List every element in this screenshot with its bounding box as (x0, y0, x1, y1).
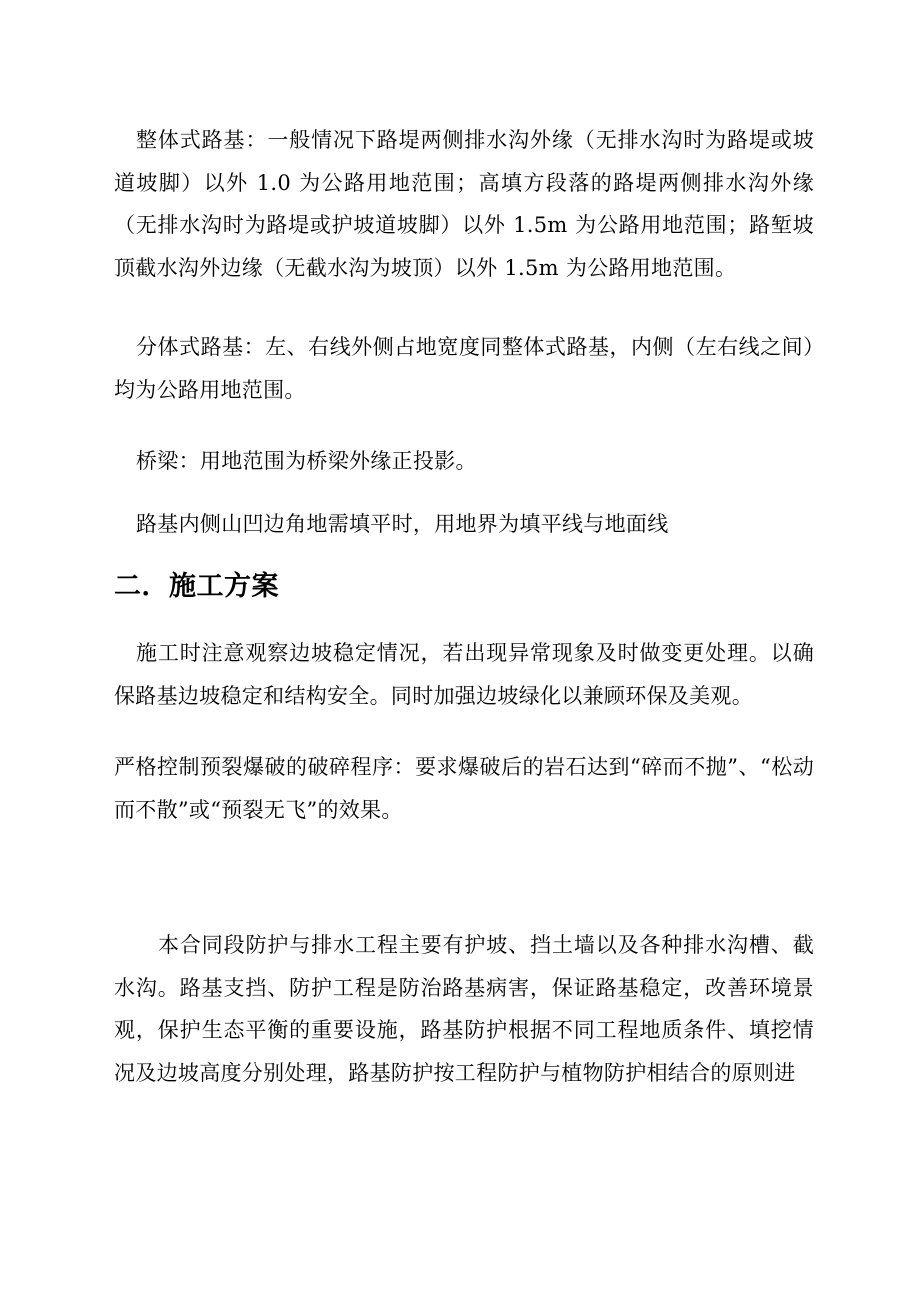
paragraph-construction-observation: 施工时注意观察边坡稳定情况，若出现异常现象及时做变更处理。以确保路基边坡稳定和结构安全。同时加强边坡绿化以兼顾环保及美观。 (114, 641, 814, 708)
paragraph-integral-subgrade: 整体式路基：一般情况下路堤两侧排水沟外缘（无排水沟时为路堤或坡道坡脚）以外 1.0 为公路用地范围；高填方段落的路堤两侧排水沟外缘（无排水沟时为路堤或护坡道坡脚）以外 1.5m 为公路用地范围；路堑坡顶截水沟外边缘（无截水沟为坡顶）以外 1.5m 为公路用地范围。 (114, 128, 814, 280)
paragraph-bridge: 桥梁：用地范围为桥梁外缘正投影。 (136, 449, 477, 473)
section-heading: 二．施工方案 (114, 571, 279, 602)
paragraph-protection-drainage: 本合同段防护与排水工程主要有护坡、挡土墙以及各种排水沟槽、截水沟。路基支挡、防护工程是防治路基病害，保证路基稳定，改善环境景观，保护生态平衡的重要设施，路基防护根据不同工程地质条件、填挖情况及边坡高度分别处理，路基防护按工程防护与植物防护相结合的原则进 (114, 933, 814, 1085)
paragraph-corner-land: 路基内侧山凹边角地需填平时，用地界为填平线与地面线 (136, 512, 669, 536)
paragraph-split-subgrade: 分体式路基：左、右线外侧占地宽度同整体式路基，内侧（左右线之间）均为公路用地范围。 (114, 335, 814, 402)
paragraph-presplit-blasting: 严格控制预裂爆破的破碎程序：要求爆破后的岩石达到“碎而不抛”、“松动而不散”或“预裂无飞”的效果。 (114, 755, 814, 822)
